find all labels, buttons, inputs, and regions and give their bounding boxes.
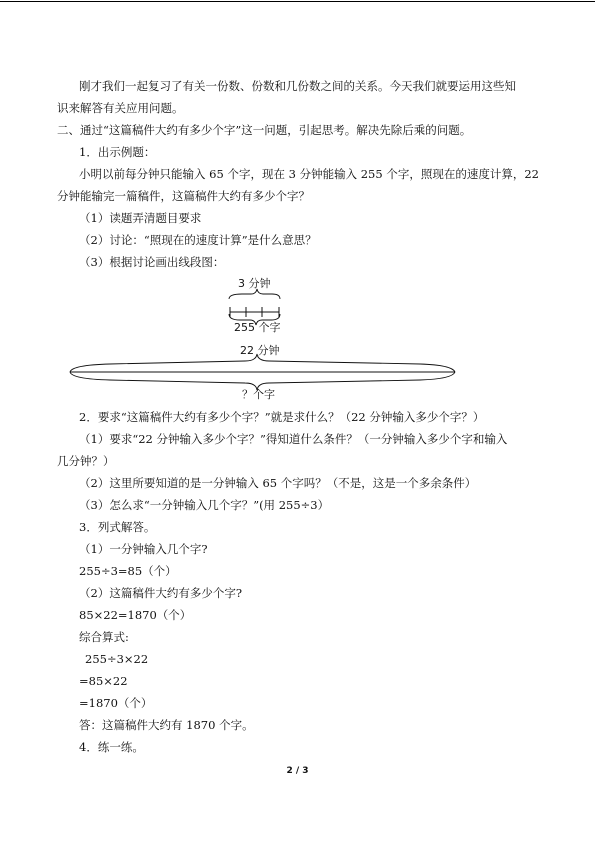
top-brace — [229, 289, 280, 299]
step-heading: 2．要求“这篇稿件大约有多少个字？”就是求什么？（22 分钟输入多少个字？） — [79, 410, 485, 424]
equation: 255÷3=85（个） — [79, 564, 177, 578]
equation: 255÷3×22 — [85, 652, 149, 666]
diagram-bottom-value: ？个字 — [242, 388, 275, 401]
diagram-top-value: 255 个字 — [234, 321, 281, 334]
answer-line: 答：这篇稿件大约有 1870 个字。 — [79, 718, 254, 732]
sub-step: 几分钟？） — [57, 454, 115, 468]
equation: 85×22=1870（个） — [79, 608, 192, 622]
sub-step: （1）一分钟输入几个字? — [79, 542, 208, 556]
sub-step: （2）讨论：“照现在的速度计算”是什么意思？ — [79, 233, 317, 247]
problem-text: 分钟能输完一篇稿件，这篇稿件大约有多少个字？ — [57, 189, 310, 203]
section-heading: 二、通过“这篇稿件大约有多少个字”这一问题，引起思考。解决先除后乘的问题。 — [57, 123, 472, 137]
sub-step: （2）这里所要知道的是一分钟输入 65 个字吗？（不是，这是一个多余条件） — [79, 476, 477, 490]
sub-step: （2）这篇稿件大约有多少个字? — [79, 586, 242, 600]
paragraph-line: 识来解答有关应用问题。 — [57, 101, 184, 115]
sub-step: （3）根据讨论画出线段图： — [79, 255, 225, 269]
step-heading: 4．练一练。 — [79, 740, 144, 754]
step-heading: 1．出示例题： — [79, 145, 156, 159]
equation: =85×22 — [79, 674, 128, 688]
sub-step: （3）怎么求“一分钟输入几个字？”(用 255÷3） — [79, 498, 330, 512]
diagram-top-label: 3 分钟 — [238, 277, 271, 290]
sub-step: （1）要求“22 分钟输入多少个字？”得知道什么条件？（一分钟输入多少个字和输入 — [79, 432, 508, 446]
paragraph-line: 刚才我们一起复习了有关一份数、份数和几份数之间的关系。今天我们就要运用这些知 — [79, 79, 516, 93]
diagram-bottom-label: 22 分钟 — [240, 344, 280, 357]
sub-step: 综合算式: — [79, 630, 129, 644]
sub-step: （1）读题弄清题目要求 — [79, 211, 202, 225]
problem-text: 小明以前每分钟只能输入 65 个字，现在 3 分钟能输入 255 个字，照现在的速度计算，22 — [79, 167, 539, 181]
page-number: 2 / 3 — [286, 766, 309, 776]
step-heading: 3．列式解答。 — [79, 520, 156, 534]
equation: =1870（个） — [79, 696, 153, 710]
